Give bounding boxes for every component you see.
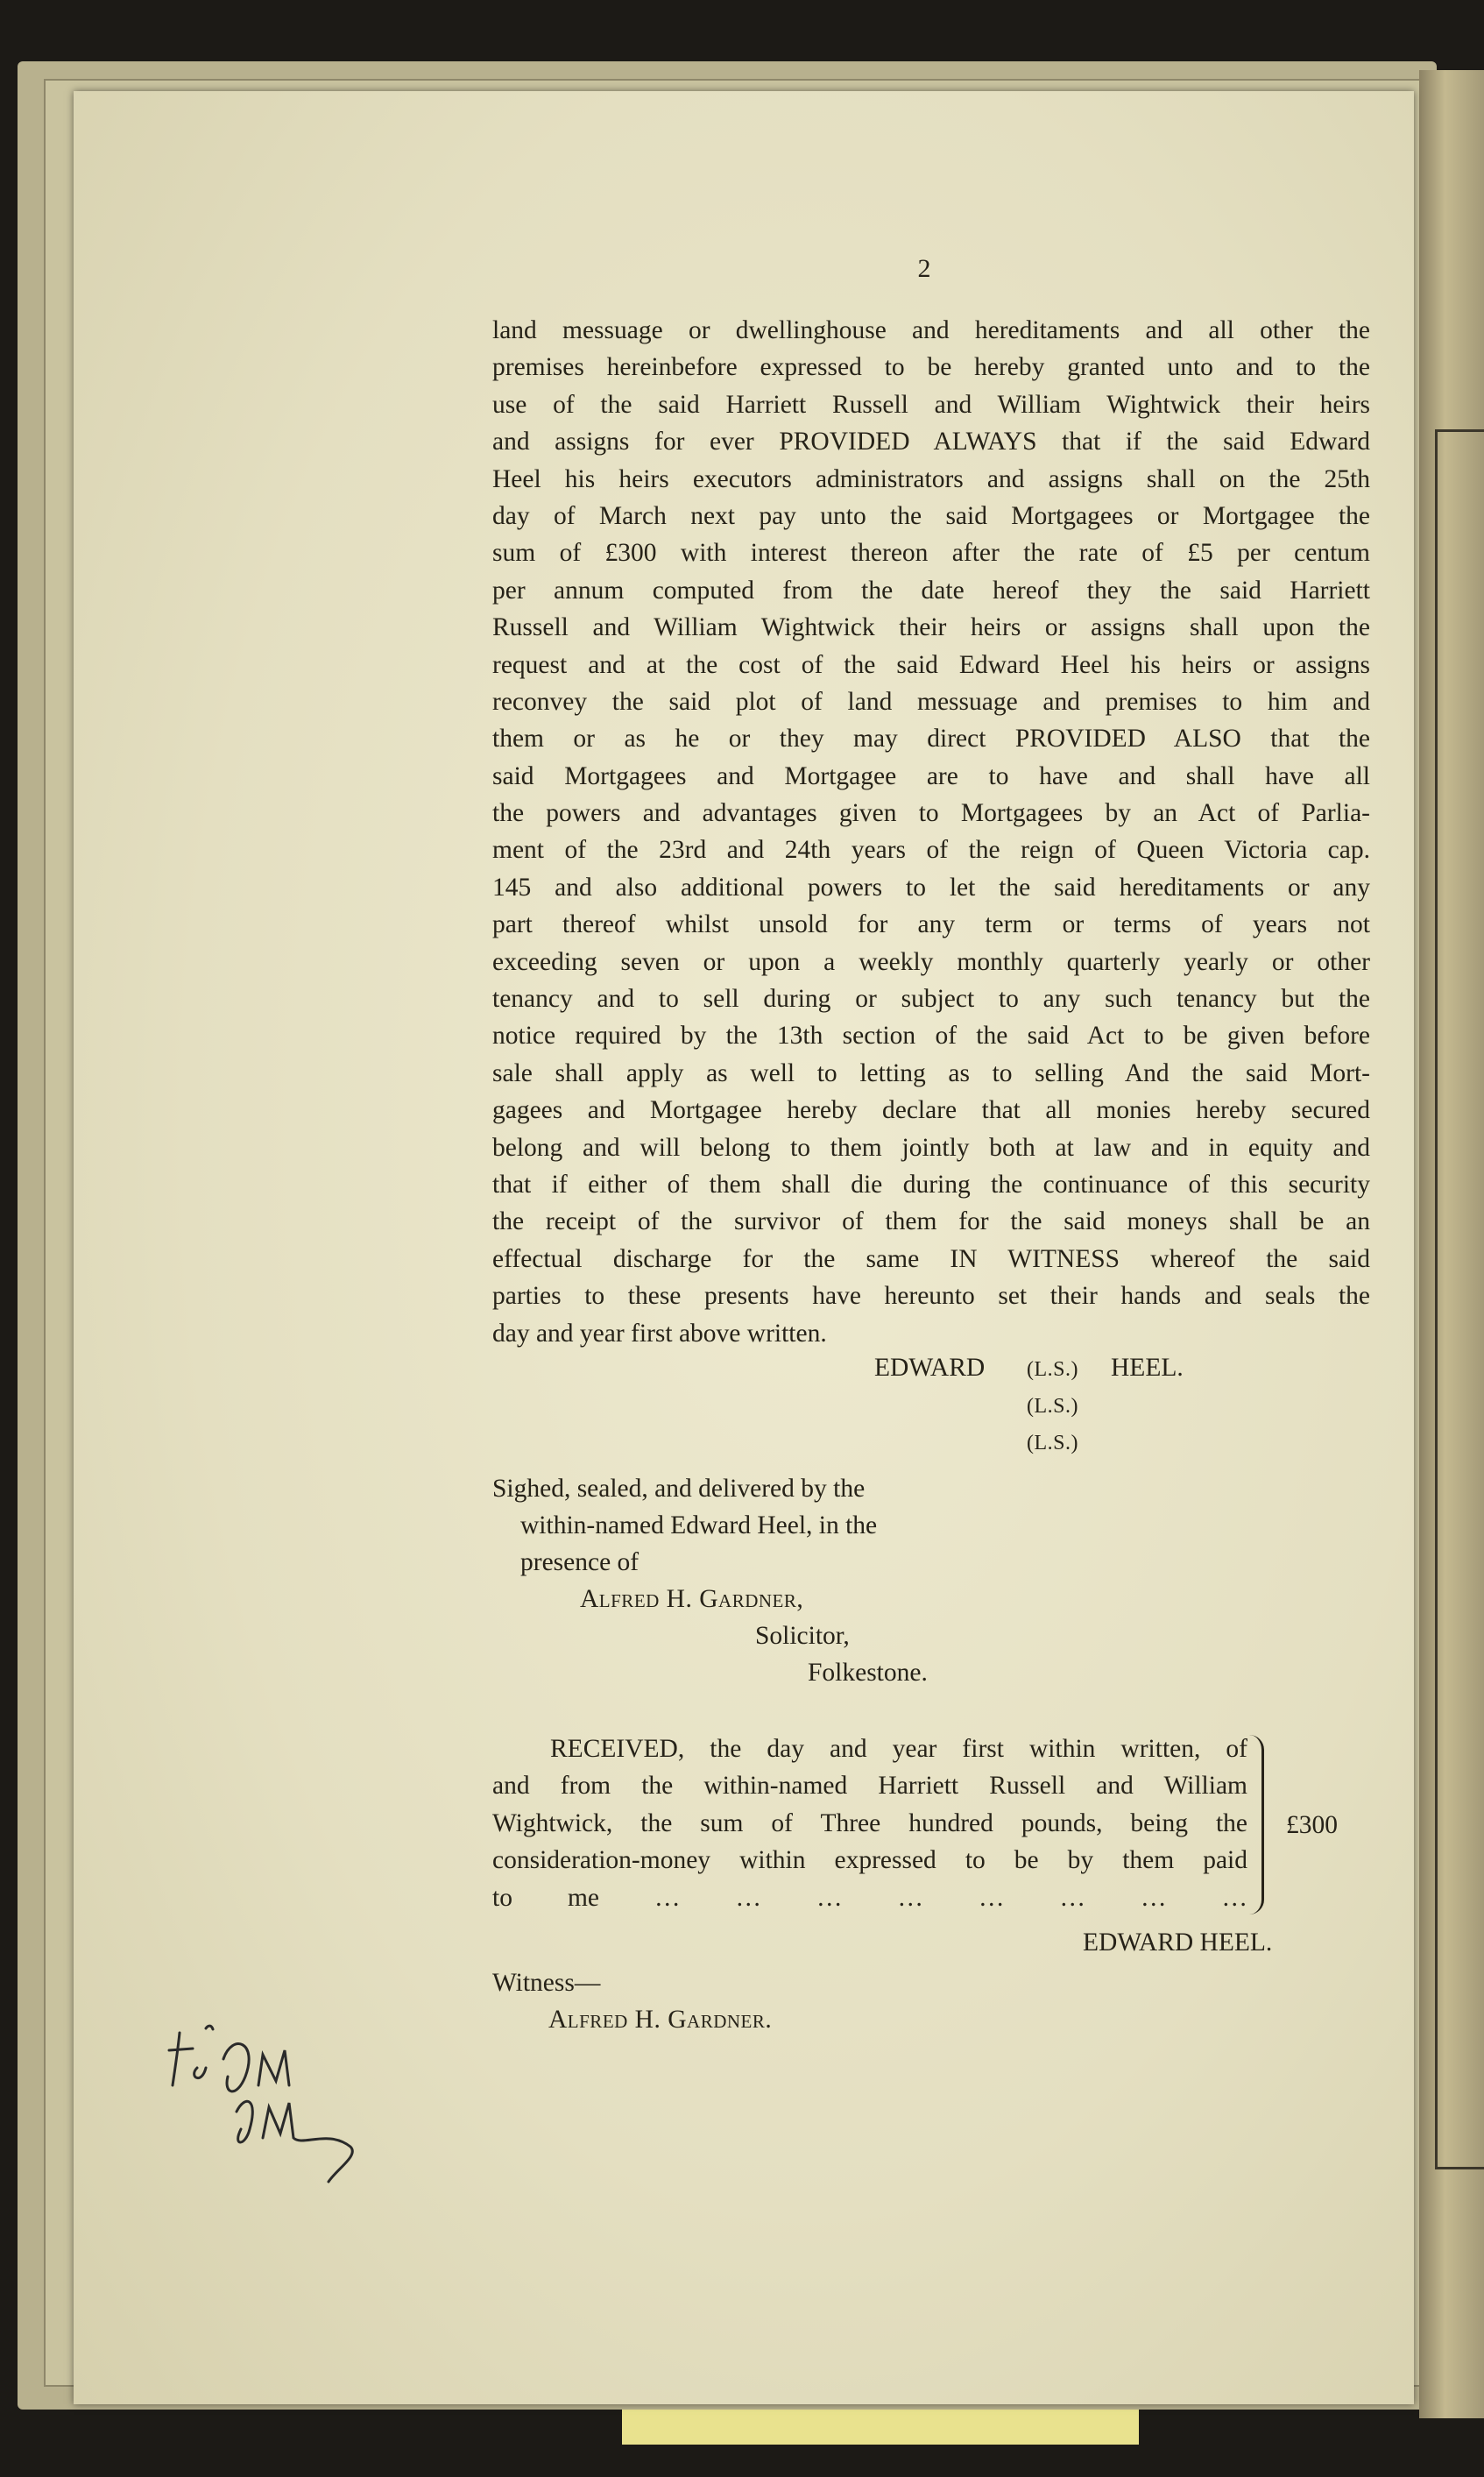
signer-first-name: EDWARD (874, 1354, 986, 1382)
seal-mark-extra: (L.S.) (1027, 1395, 1078, 1418)
body-line: that if either of them shall die during the continuance of this security (492, 1170, 1370, 1199)
witness-name: Alfred H. Gardner, (580, 1585, 804, 1613)
handwritten-initials (162, 2015, 390, 2199)
attestation-line: within-named Edward Heel, in the (520, 1511, 878, 1539)
body-line: request and at the cost of the said Edward Heel his heirs or assigns (492, 650, 1370, 679)
body-line: notice required by the 13th section of the said Act to be given before (492, 1022, 1370, 1051)
signer-last-name: HEEL. (1111, 1354, 1184, 1382)
receipt-line: to me … … … … … … … … (492, 1883, 1247, 1912)
body-line: the powers and advantages given to Mortgagees by an Act of Parlia- (492, 799, 1370, 828)
body-text (492, 312, 1370, 1352)
body-line: sale shall apply as well to letting as to selling And the said Mort- (492, 1058, 1370, 1087)
body-line: land messuage or dwellinghouse and hereditaments and all other the (492, 316, 1370, 344)
body-line: effectual discharge for the same IN WITNESS whereof the said (492, 1244, 1370, 1273)
body-line: Russell and William Wightwick their heirs or assigns shall upon the (492, 613, 1370, 642)
body-line: day and year first above written. (492, 1319, 827, 1348)
body-line: sum of £300 with interest thereon after the rate of £5 per centum (492, 539, 1370, 568)
body-line: day of March next pay unto the said Mortgagees or Mortgagee the (492, 501, 1370, 530)
yellow-paper-tab (622, 2410, 1139, 2445)
receipt-line: Wightwick, the sum of Three hundred pounds, being the (492, 1808, 1247, 1837)
body-line: per annum computed from the date hereof they the said Harriett (492, 576, 1370, 605)
adjacent-page-strip (1419, 70, 1484, 2418)
body-line: ment of the 23rd and 24th years of the reign of Queen Victoria cap. (492, 836, 1370, 865)
body-line: belong and will belong to them jointly both at law and in equity and (492, 1133, 1370, 1162)
body-line: reconvey the said plot of land messuage and premises to him and (492, 687, 1370, 716)
body-line: Heel his heirs executors administrators and assigns shall on the 25th (492, 464, 1370, 493)
body-line: gagees and Mortgagee hereby declare that all monies hereby secured (492, 1096, 1370, 1125)
receipt-text (492, 1730, 1247, 1916)
body-line: said Mortgagees and Mortgagee are to have and shall have all (492, 761, 1370, 790)
attestation-line: presence of (520, 1548, 640, 1576)
seal-mark-extra: (L.S.) (1027, 1432, 1078, 1454)
body-line: the receipt of the survivor of them for the said moneys shall be an (492, 1207, 1370, 1236)
body-line: them or as he or they may direct PROVIDED ALSO that the (492, 725, 1370, 754)
witness-title: Solicitor, (755, 1622, 850, 1650)
receipt-line: consideration-money within expressed to be by them paid (492, 1846, 1247, 1875)
receipt-line: RECEIVED, the day and year first within written, of (550, 1735, 1247, 1763)
page-number: 2 (917, 254, 931, 283)
body-line: parties to these presents have hereunto set their hands and seals the (492, 1282, 1370, 1311)
receipt-witness-label: Witness— (492, 1969, 601, 1997)
document-page (74, 91, 1414, 2404)
body-line: tenancy and to sell during or subject to any such tenancy but the (492, 985, 1370, 1014)
receipt-witness-name: Alfred H. Gardner. (548, 2006, 773, 2034)
attestation-line: Sighed, sealed, and delivered by the (492, 1475, 866, 1503)
adjacent-page-border (1435, 429, 1484, 2169)
body-line: exceeding seven or upon a weekly monthly quarterly yearly or other (492, 947, 1370, 976)
body-line: and assigns for ever PROVIDED ALWAYS that if the said Edward (492, 428, 1370, 456)
body-line: use of the said Harriett Russell and William Wightwick their heirs (492, 390, 1370, 419)
receipt-brace (1249, 1735, 1264, 1914)
body-line: part thereof whilst unsold for any term or terms of years not (492, 910, 1370, 939)
receipt-line: and from the within-named Harriett Russell and William (492, 1772, 1247, 1801)
seal-mark: (L.S.) (1027, 1358, 1078, 1381)
body-line: 145 and also additional powers to let the said hereditaments or any (492, 873, 1370, 902)
receipt-signer: EDWARD HEEL. (1083, 1929, 1273, 1957)
witness-place: Folkestone. (808, 1659, 928, 1687)
body-line: premises hereinbefore expressed to be hereby granted unto and to the (492, 353, 1370, 382)
receipt-amount: £300 (1286, 1811, 1338, 1839)
